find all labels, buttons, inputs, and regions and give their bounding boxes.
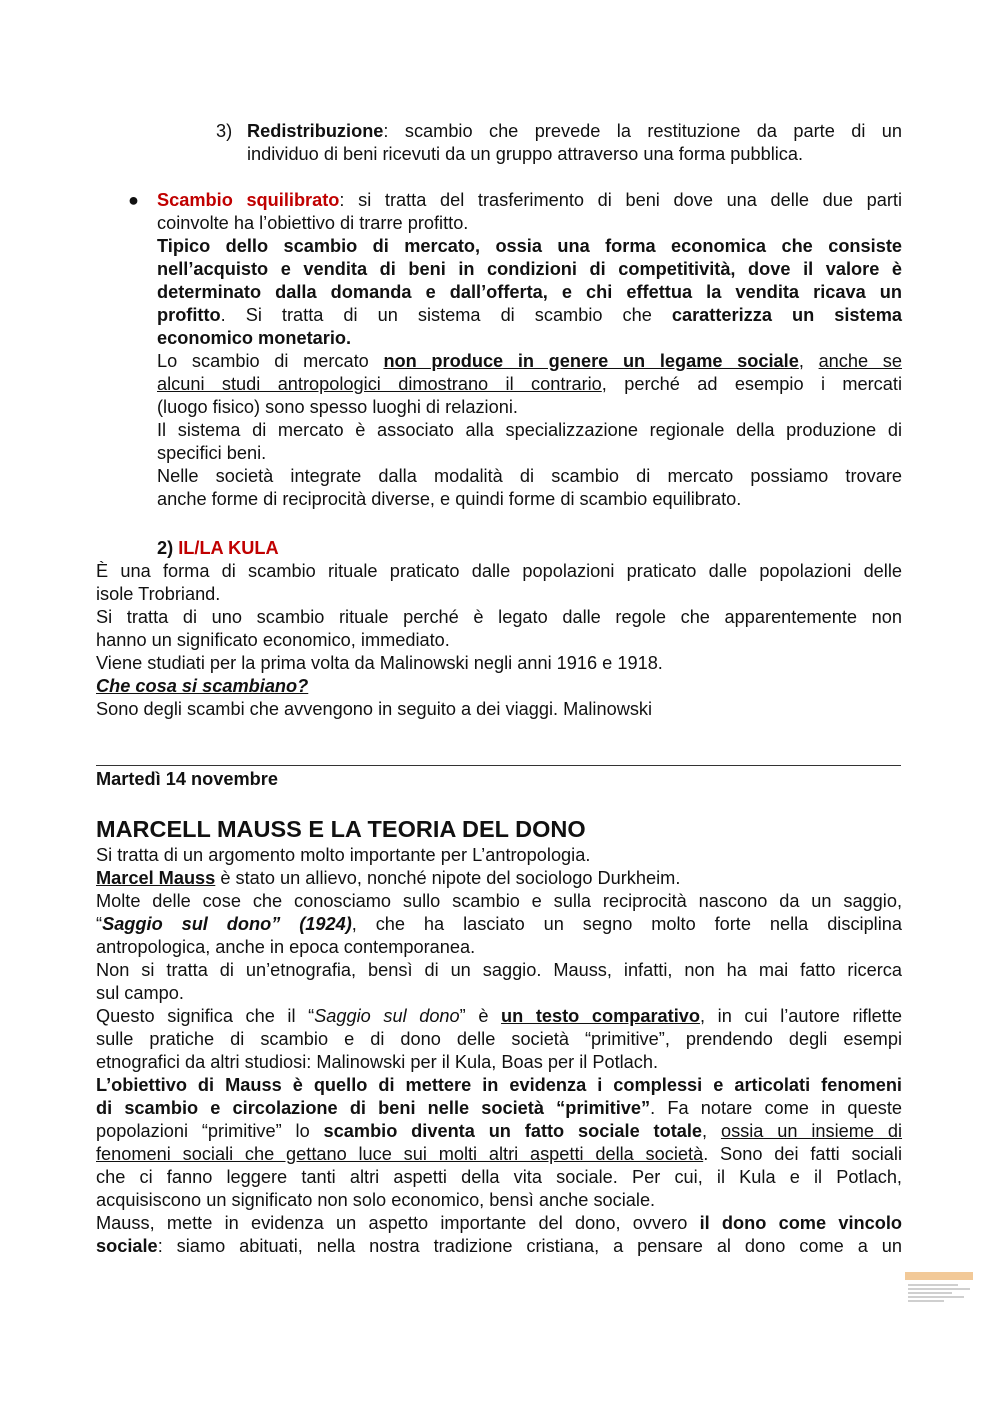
watermark-logo: [905, 1272, 975, 1308]
paragraph-line: Nelle società integrate dalla modalità di scambio di mercato possiamo trovare: [157, 466, 902, 486]
paragraph-line: “Saggio sul dono” (1924), che ha lasciato un segno molto forte nella disciplina: [96, 914, 902, 934]
paragraph-line: Scambio squilibrato: si tratta del trasferimento di beni dove una delle due parti: [157, 190, 902, 210]
bullet-icon: ●: [128, 190, 139, 210]
paragraph-line: acquisiscono un significato non solo economico, bensì anche sociale.: [96, 1190, 656, 1210]
paragraph-line: Viene studiati per la prima volta da Malinowski negli anni 1916 e 1918.: [96, 653, 663, 673]
paragraph-line: economico monetario.: [157, 328, 352, 348]
paragraph-line: Non si tratta di un’etnografia, bensì di un saggio. Mauss, infatti, non ha mai fatto ricerca: [96, 960, 902, 980]
paragraph-line: Si tratta di uno scambio rituale perché è legato dalle regole che apparentemente non: [96, 607, 902, 627]
paragraph-line: che ci fanno leggere tanti altri aspetti della vita sociale. Per cui, il Kula e il Potlach,: [96, 1167, 902, 1187]
paragraph-line: anche forme di reciprocità diverse, e quindi forme di scambio equilibrato.: [157, 489, 742, 509]
paragraph-line: Questo significa che il “Saggio sul dono” è un testo comparativo, in cui l’autore riflette: [96, 1006, 902, 1026]
paragraph-line: nell’acquisto e vendita di beni in condizioni di competitività, dove il valore è: [157, 259, 902, 279]
paragraph-line: Il sistema di mercato è associato alla specializzazione regionale della produzione di: [157, 420, 902, 440]
paragraph-line: fenomeni sociali che gettano luce sui molti altri aspetti della società. Sono dei fatti sociali: [96, 1144, 902, 1164]
paragraph-line: sociale: siamo abituati, nella nostra tradizione cristiana, a pensare al dono come a un: [96, 1236, 902, 1256]
paragraph-line: Mauss, mette in evidenza un aspetto importante del dono, ovvero il dono come vincolo: [96, 1213, 902, 1233]
paragraph-line: determinato dalla domanda e dall’offerta, e chi effettua la vendita ricava un: [157, 282, 902, 302]
paragraph-line: coinvolte ha l’obiettivo di trarre profitto.: [157, 213, 469, 233]
paragraph-line: L’obiettivo di Mauss è quello di mettere in evidenza i complessi e articolati fenomeni: [96, 1075, 902, 1095]
section-heading: 2) IL/LA KULA: [157, 538, 279, 558]
paragraph-line: antropologica, anche in epoca contemporanea.: [96, 937, 476, 957]
paragraph-line: Redistribuzione: scambio che prevede la restituzione da parte di un: [247, 121, 902, 141]
paragraph-line: profitto. Si tratta di un sistema di scambio che caratterizza un sistema: [157, 305, 902, 325]
paragraph-line: Tipico dello scambio di mercato, ossia una forma economica che consiste: [157, 236, 902, 256]
question-heading: Che cosa si scambiano?: [96, 676, 309, 696]
paragraph-line: isole Trobriand.: [96, 584, 221, 604]
paragraph-line: etnografici da altri studiosi: Malinowski per il Kula, Boas per il Potlach.: [96, 1052, 659, 1072]
separator-line: [96, 765, 901, 766]
date-heading: Martedì 14 novembre: [96, 769, 278, 789]
paragraph-line: È una forma di scambio rituale praticato dalle popolazioni praticato dalle popolazioni delle: [96, 561, 902, 581]
paragraph-line: Lo scambio di mercato non produce in genere un legame sociale, anche se: [157, 351, 902, 371]
paragraph-line: Sono degli scambi che avvengono in seguito a dei viaggi. Malinowski: [96, 699, 653, 719]
paragraph-line: individuo di beni ricevuti da un gruppo attraverso una forma pubblica.: [247, 144, 804, 164]
paragraph-line: hanno un significato economico, immediato.: [96, 630, 450, 650]
paragraph-line: Marcel Mauss è stato un allievo, nonché nipote del sociologo Durkheim.: [96, 868, 681, 888]
list-number: 3): [216, 121, 233, 141]
paragraph-line: Molte delle cose che conosciamo sullo scambio e sulla reciprocità nascono da un saggio,: [96, 891, 902, 911]
paragraph-line: sulle pratiche di scambio e di dono delle società “primitive”, prendendo degli esempi: [96, 1029, 902, 1049]
paragraph-line: alcuni studi antropologici dimostrano il contrario, perché ad esempio i mercati: [157, 374, 902, 394]
paragraph-line: di scambio e circolazione di beni nelle società “primitive”. Fa notare come in queste: [96, 1098, 902, 1118]
page-title: MARCELL MAUSS E LA TEORIA DEL DONO: [96, 816, 586, 842]
paragraph-line: Si tratta di un argomento molto importante per L’antropologia.: [96, 845, 591, 865]
paragraph-line: (luogo fisico) sono spesso luoghi di relazioni.: [157, 397, 518, 417]
paragraph-line: specifici beni.: [157, 443, 267, 463]
paragraph-line: popolazioni “primitive” lo scambio diventa un fatto sociale totale, ossia un insieme di: [96, 1121, 903, 1141]
paragraph-line: sul campo.: [96, 983, 184, 1003]
